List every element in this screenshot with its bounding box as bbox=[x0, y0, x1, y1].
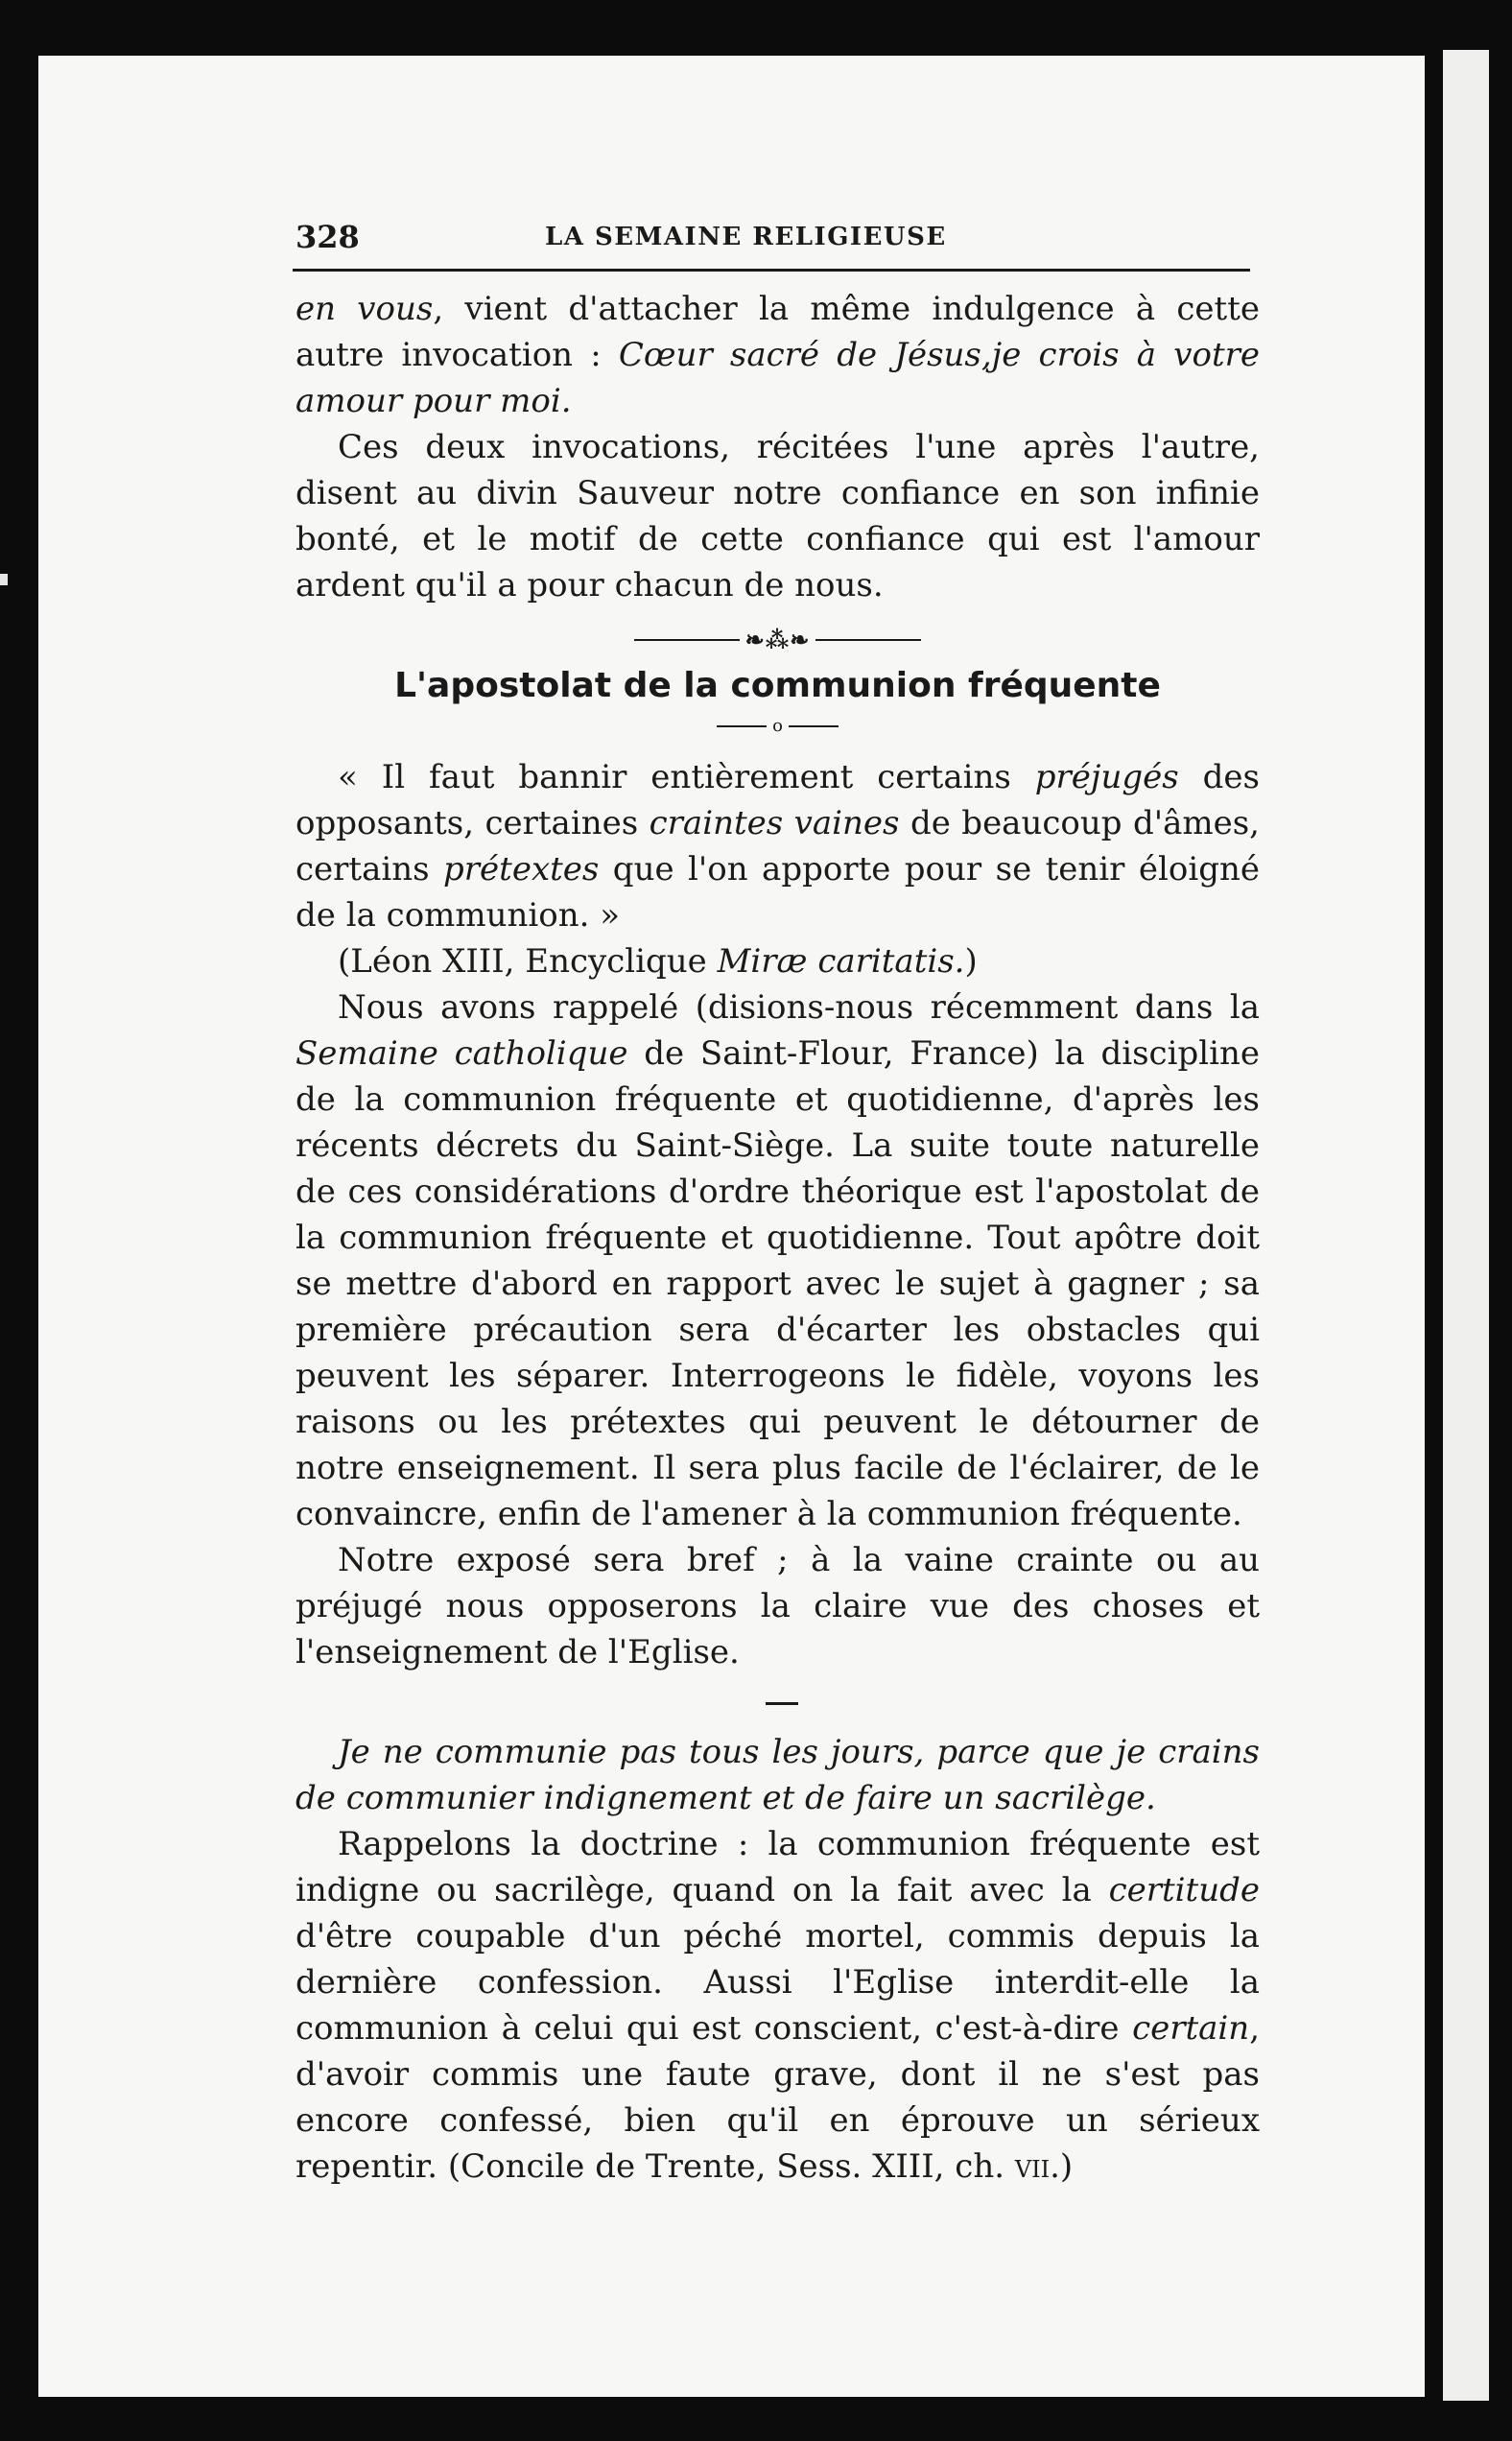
intro-paragraph-1 bbox=[295, 286, 1260, 424]
quote-italic-1: préjugés bbox=[1034, 758, 1179, 796]
divider-mark: o bbox=[772, 716, 783, 736]
source-text-1: (Léon XIII, Encyclique bbox=[338, 942, 718, 981]
p3-text-2: de Saint-Flour, France) la discipline de la communion fréquente et quotidienne, d'après les récents décrets du Saint-Siège. La suite toute naturelle de ces considérations d'ordre théorique est l'apostolat de la communion fréquente et quotidienne. Tout apôtre doit se mettre d'abord en rapport avec le sujet à gagner ; sa première précaution sera d'écarter les obstacles qui peuvent les séparer. Interrogeons le fidèle, voyons les raisons ou les prétextes qui peuvent le détourner de notre enseignement. Il sera plus facile de l'éclairer, de le convaincre, enfin de l'amener à la communion fréquente. bbox=[295, 1034, 1260, 1533]
header-rule bbox=[293, 269, 1250, 272]
p3-text-1: Nous avons rappelé (disions-nous récemment dans la bbox=[338, 988, 1260, 1027]
running-title: LA SEMAINE RELIGIEUSE bbox=[545, 223, 947, 251]
dash-divider bbox=[295, 1675, 1260, 1729]
intro-italic-1: en vous bbox=[295, 290, 434, 328]
intro-paragraph-2: Ces deux invocations, récitées l'une après l'autre, disent au divin Sauveur notre confiance en son infinie bonté, et le motif de cette confiance qui est l'amour ardent qu'il a pour chacun de nous. bbox=[295, 428, 1260, 604]
source-italic: Miræ caritatis. bbox=[717, 942, 965, 981]
quote-text-4: que l'on apporte pour se tenir éloigné de la communion. » bbox=[295, 850, 1260, 935]
quote-source bbox=[295, 938, 1260, 984]
objection-paragraph bbox=[295, 1729, 1260, 1821]
quote-paragraph bbox=[295, 754, 1260, 938]
p5-text-1: Rappelons la doctrine : la communion fréquente est indigne ou sacrilège, quand on la fait avec la bbox=[295, 1825, 1260, 1909]
scan-mark bbox=[0, 574, 8, 585]
p5-italic-1: certitude bbox=[1108, 1871, 1260, 1909]
page-header bbox=[295, 219, 1248, 267]
p3-italic: Semaine catholique bbox=[295, 1034, 628, 1073]
paragraph-4: Notre exposé sera bref ; à la vaine crainte ou au préjugé nous opposerons la claire vue des choses et l'enseignement de l'Eglise. bbox=[295, 1541, 1260, 1671]
invocation-italic: Cœur sacré de Jésus,je crois à votre amour pour moi. bbox=[295, 336, 1260, 420]
source-text-2: ) bbox=[964, 942, 978, 981]
ornament-glyph: ❧⁂❧ bbox=[744, 626, 811, 653]
paragraph-3 bbox=[295, 984, 1260, 1537]
intro-text-1: , vient d'attacher la même indulgence à cette autre invocation : bbox=[295, 290, 1260, 374]
quote-text-1: « Il faut bannir entièrement certains bbox=[338, 758, 1035, 796]
ornament-rule-right bbox=[815, 639, 921, 641]
divider-rule-left bbox=[717, 725, 767, 727]
page-number: 328 bbox=[295, 219, 360, 255]
quote-italic-3: prétextes bbox=[443, 850, 600, 889]
p5-italic-2: certain bbox=[1132, 2009, 1250, 2048]
ornament-divider bbox=[295, 626, 1260, 654]
section-heading: L'apostolat de la communion fréquente bbox=[394, 666, 1161, 705]
p5-text-3: , d'avoir commis une faute grave, dont il ne s'est pas encore confessé, bien qu'il en éprouve un sérieux repentir. (Concile de Trente, Sess. XIII, ch. bbox=[295, 2009, 1260, 2186]
paragraph-5 bbox=[295, 1821, 1260, 2190]
ornament-rule-left bbox=[634, 639, 740, 641]
quote-text-3: de beaucoup d'âmes, certains bbox=[295, 804, 1260, 889]
divider-rule-right bbox=[789, 725, 839, 727]
p5-text-4: .) bbox=[1050, 2147, 1074, 2186]
facing-page-edge bbox=[1443, 50, 1489, 2401]
p5-chapter-numeral: vii bbox=[1014, 2147, 1051, 2186]
page-body bbox=[295, 286, 1260, 2190]
objection-italic: Je ne communie pas tous les jours, parce que je crains de communier indignement et de faire un sacrilège. bbox=[295, 1733, 1260, 1817]
dash-rule bbox=[766, 1702, 798, 1705]
quote-text-2: des opposants, certaines bbox=[295, 758, 1260, 842]
heading-divider bbox=[295, 710, 1260, 739]
quote-italic-2: craintes vaines bbox=[649, 804, 900, 842]
p5-text-2: d'être coupable d'un péché mortel, commis depuis la dernière confession. Aussi l'Eglise interdit-elle la communion à celui qui est conscient, c'est-à-dire bbox=[295, 1917, 1260, 2048]
